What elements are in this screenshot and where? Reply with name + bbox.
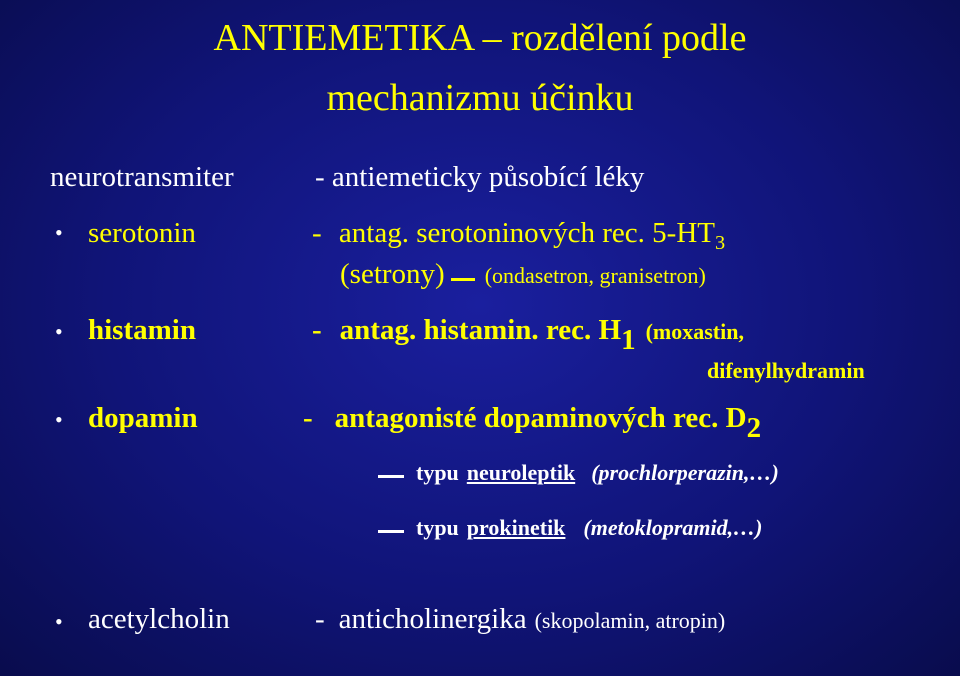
- row-histamin-subscript: 1: [621, 324, 636, 357]
- row-dopamin-subitem-prokinetik: [378, 517, 762, 540]
- subitem-dash-icon: [378, 475, 404, 478]
- row-serotonin-subscript: 3: [715, 232, 726, 255]
- row-histamin-dash: -: [312, 314, 322, 346]
- row-dopamin-desc: [303, 404, 761, 443]
- row-dopamin-receptor: antagonisté dopaminových rec. D: [334, 402, 747, 434]
- slide-title-line-2: mechanizmu účinku: [326, 77, 634, 119]
- subitem-neuroleptik-label: typu: [416, 460, 459, 485]
- row-serotonin-examples: (ondasetron, granisetron): [484, 263, 706, 288]
- row-dopamin-dash: -: [303, 402, 313, 434]
- dash-separator: [451, 278, 475, 281]
- row-histamin-desc: [312, 316, 744, 355]
- row-dopamin-name: dopamin: [88, 402, 198, 434]
- subitem-prokinetik-examples: (metoklopramid,…): [583, 515, 763, 540]
- row-acetylcholin-examples: (skopolamin, atropin): [534, 608, 726, 633]
- bullet-serotonin: •: [55, 220, 63, 245]
- row-serotonin-desc: [312, 217, 726, 255]
- row-acetylcholin-name: acetylcholin: [88, 603, 230, 635]
- row-acetylcholin-desc: [315, 605, 725, 634]
- row-histamin-name: histamin: [88, 314, 196, 346]
- row-histamin-examples-2: difenylhydramin: [707, 358, 865, 383]
- link-prokinetik[interactable]: prokinetik: [466, 515, 566, 540]
- subitem-dash-icon: [378, 530, 404, 533]
- column-header-drugs: - antiemeticky působící léky: [315, 161, 645, 193]
- row-histamin-receptor: antag. histamin. rec. H: [339, 314, 622, 346]
- row-serotonin-name: serotonin: [88, 217, 196, 249]
- row-histamin-examples-1: (moxastin,: [645, 319, 744, 344]
- row-serotonin-line2: [340, 260, 706, 289]
- link-neuroleptik[interactable]: neuroleptik: [466, 460, 576, 485]
- row-dopamin-subitem-neuroleptik: [378, 462, 779, 485]
- bullet-acetylcholin: •: [55, 609, 63, 634]
- bullet-histamin: •: [55, 319, 63, 344]
- bullet-dopamin: •: [55, 407, 63, 432]
- column-header-neurotransmitter: neurotransmiter: [50, 161, 234, 193]
- subitem-prokinetik-label: typu: [416, 515, 459, 540]
- row-serotonin-dash: -: [312, 217, 322, 249]
- subitem-neuroleptik-examples: (prochlorperazin,…): [591, 460, 779, 485]
- row-dopamin-subscript: 2: [746, 412, 762, 445]
- slide-title-line-1: ANTIEMETIKA – rozdělení podle: [213, 17, 747, 59]
- row-acetylcholin-dash: -: [315, 603, 325, 635]
- row-serotonin-setrony: (setrony): [340, 258, 445, 290]
- row-serotonin-receptor: antag. serotoninových rec. 5-HT: [338, 217, 715, 249]
- row-acetylcholin-class: anticholinergika: [338, 603, 527, 635]
